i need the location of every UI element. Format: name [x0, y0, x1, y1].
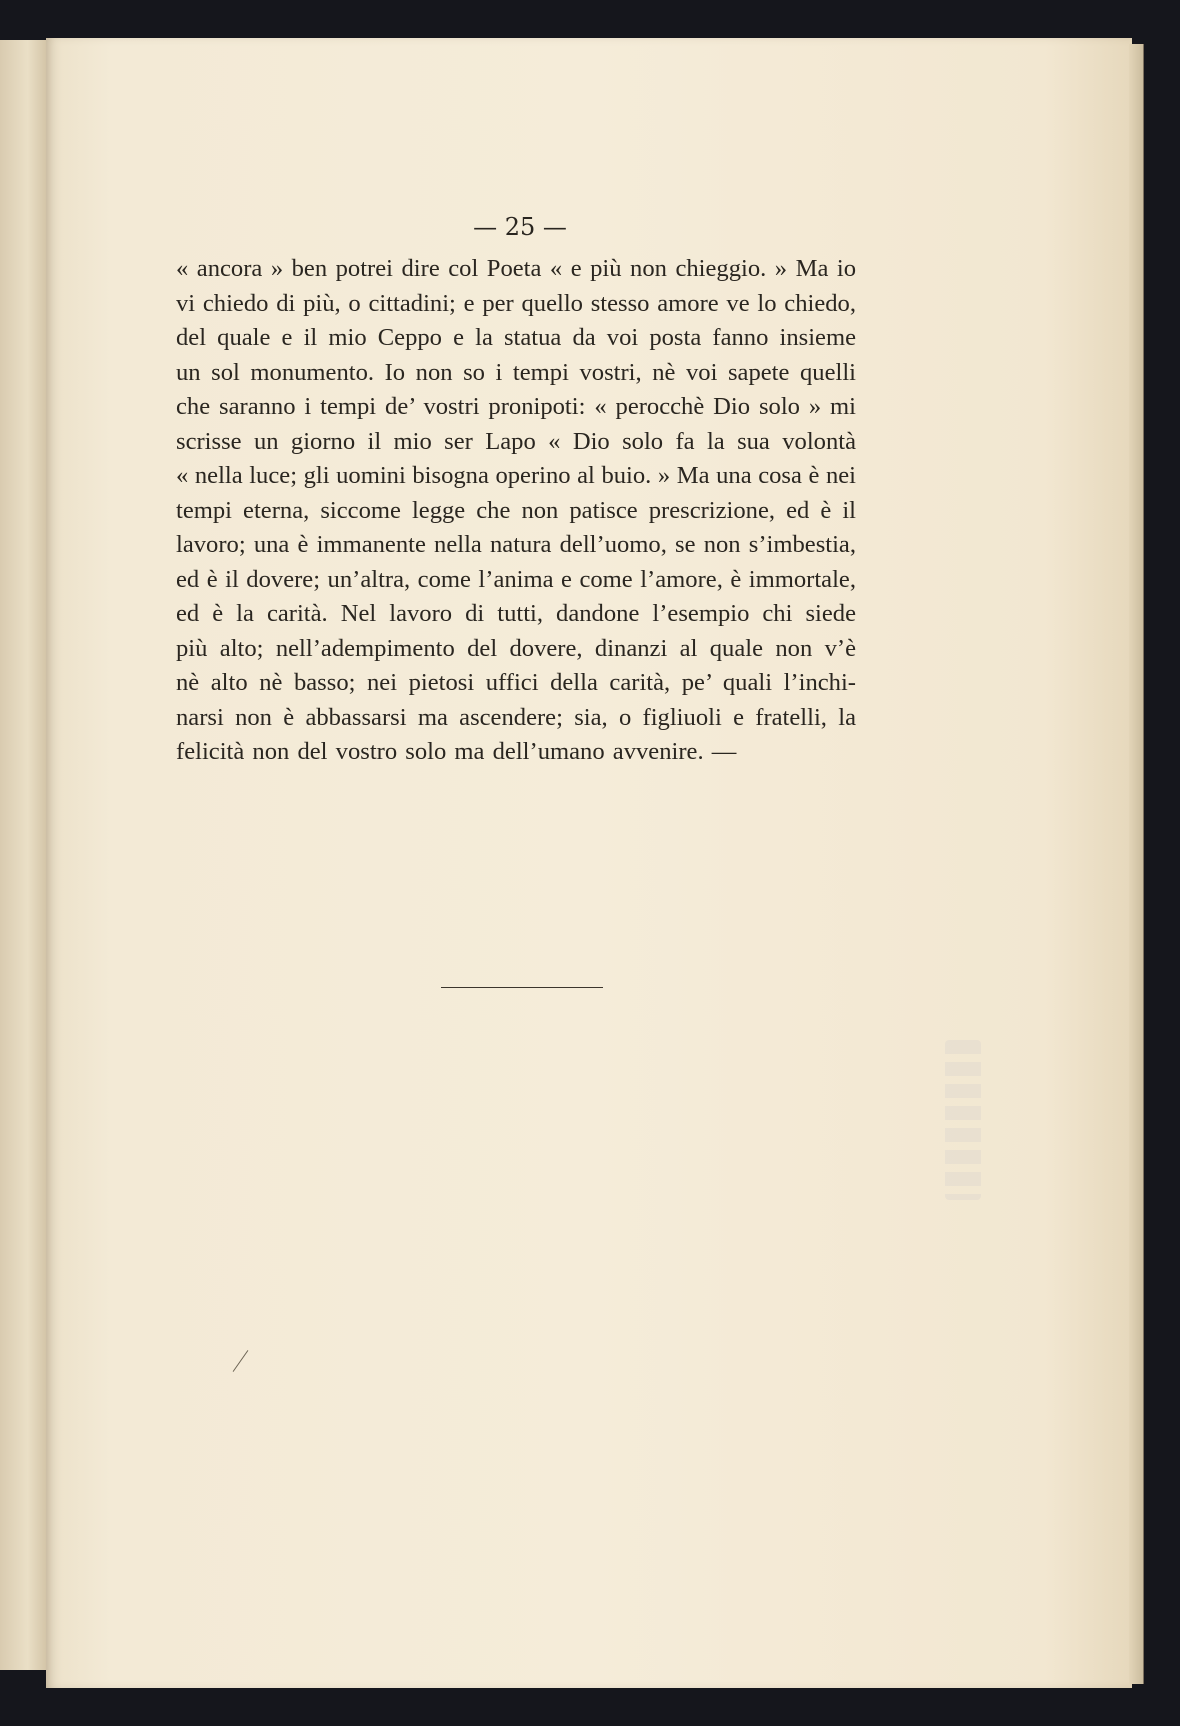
page-number: — 25 — [473, 213, 567, 241]
faint-library-stamp [945, 1040, 981, 1200]
section-divider-rule [441, 987, 603, 988]
text-line: più alto; nell’adempimento del dovere, dinanzi al quale non v’è [176, 634, 856, 662]
text-line: tempi eterna, siccome legge che non patisce prescrizione, ed è il [176, 496, 856, 524]
text-line: ed è la carità. Nel lavoro di tutti, dandone l’esempio chi siede [176, 600, 856, 627]
text-line-last: felicità non del vostro solo ma dell’umano avvenire. — [176, 738, 737, 765]
body-paragraph [176, 252, 856, 770]
text-line: del quale e il mio Ceppo e la statua da voi posta fanno insieme [176, 324, 856, 351]
text-line: che saranno i tempi de’ vostri pronipoti: « perocchè Dio solo » mi [176, 393, 856, 420]
text-line: scrisse un giorno il mio ser Lapo « Dio solo fa la sua volontà [176, 427, 856, 455]
facing-page-edge [0, 40, 51, 1670]
text-line: nè alto nè basso; nei pietosi uffici della carità, pe’ quali l’inchi- [176, 669, 856, 696]
text-line: lavoro; una è immanente nella natura dell’uomo, se non s’imbestia, [176, 531, 856, 558]
text-line: narsi non è abbassarsi ma ascendere; sia, o figliuoli e fratelli, la [176, 703, 856, 731]
text-line: ed è il dovere; un’altra, come l’anima e come l’amore, è immortale, [176, 565, 856, 593]
page-fore-edge [1129, 44, 1144, 1684]
text-line: « ancora » ben potrei dire col Poeta « e più non chieggio. » Ma io [176, 255, 856, 282]
text-line: un sol monumento. Io non so i tempi vostri, nè voi sapete quelli [176, 358, 856, 386]
text-line: vi chiedo di più, o cittadini; e per quello stesso amore ve lo chiedo, [176, 289, 856, 317]
text-line: « nella luce; gli uomini bisogna operino al buio. » Ma una cosa è nei [176, 462, 856, 489]
